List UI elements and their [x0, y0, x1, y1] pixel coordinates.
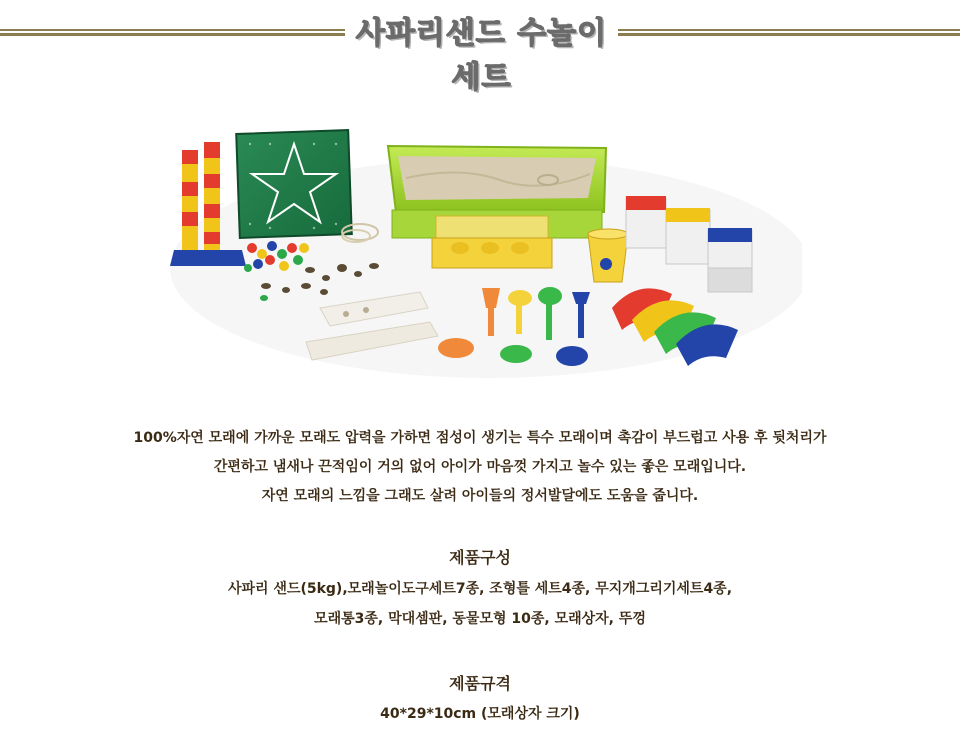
composition-title: 제품구성: [449, 548, 511, 567]
page-header: [0, 0, 960, 95]
composition-list: [0, 574, 960, 634]
bucket: [588, 229, 628, 282]
composition-line: 사파리 샌드(5kg),모래놀이도구세트7종, 조형틀 세트4종, 무지개그리기세트4종,: [227, 581, 733, 597]
header-rule-left: [0, 29, 345, 36]
product-description: [0, 424, 960, 511]
spec-title: 제품규격: [449, 674, 511, 693]
description-line: 간편하고 냄새나 끈적임이 거의 없어 아이가 마음껏 가지고 놀수 있는 좋은 모래입니다.: [213, 459, 747, 475]
header-rule-right: [618, 29, 960, 36]
spec-size: 40*29*10cm (모래상자 크기): [380, 706, 580, 722]
product-photo: [160, 108, 802, 386]
page-title: 사파리샌드 수놀이세트: [355, 16, 608, 95]
description-line: 100%자연 모래에 가까운 모래도 압력을 가하면 점성이 생기는 특수 모래이며 촉감이 부드럽고 사용 후 뒷처리가: [133, 430, 827, 446]
composition-line: 모래통3종, 막대셈판, 동물모형 10종, 모래상자, 뚜껑: [314, 611, 646, 627]
sand-molds: [432, 216, 552, 268]
description-line: 자연 모래의 느낌을 그래도 살려 아이들의 정서발달에도 도움을 줍니다.: [261, 488, 699, 504]
